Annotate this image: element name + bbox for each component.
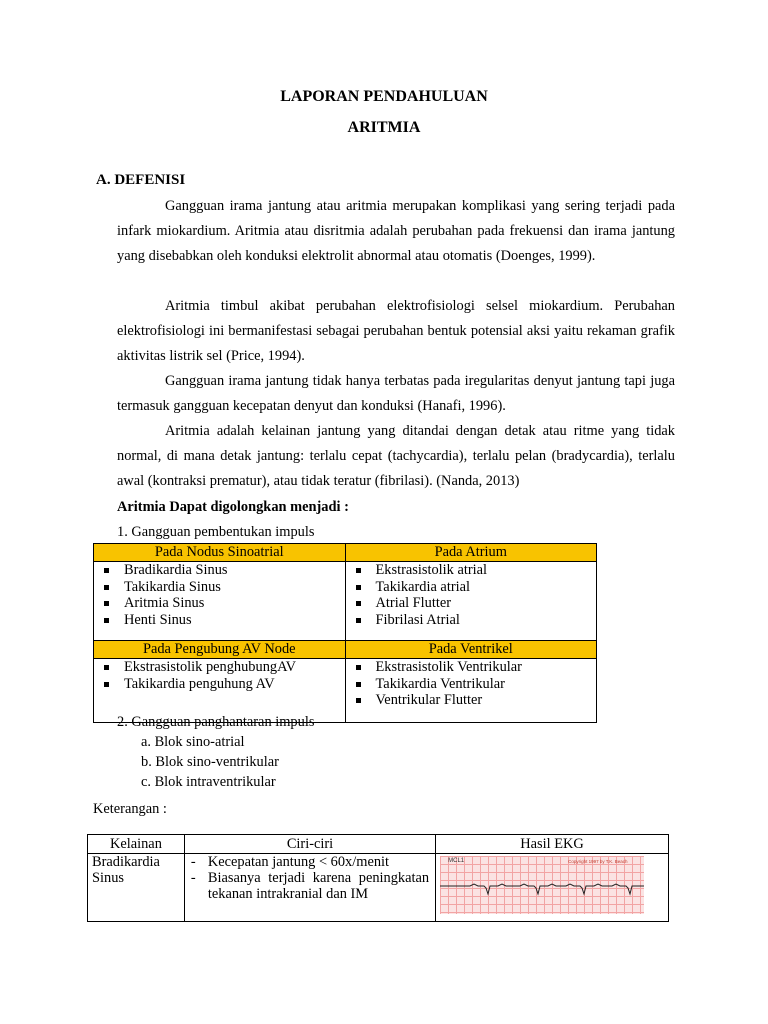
section-heading-definisi: A. DEFENISI — [96, 172, 186, 188]
cell-ventrikel — [345, 659, 596, 723]
list-item: Aritmia Sinus — [100, 595, 345, 612]
header-atrium: Pada Atrium — [345, 544, 596, 562]
keterangan-label: Keterangan : — [93, 801, 167, 817]
paragraph-3-text: Gangguan irama jantung tidak hanya terbatas pada iregularitas denyut jantung tapi juga termasuk gangguan kecepatan denyut dan konduksi (Hanafi, 1996). — [117, 373, 675, 414]
ekg-lead-label: MCL1 — [448, 858, 465, 864]
ekg-waveform — [440, 856, 644, 914]
sub-item-c: c. Blok intraventrikular — [141, 774, 276, 790]
list-item: Ekstrasistolik atrial — [352, 562, 596, 579]
classification-table — [93, 543, 597, 723]
header-ventrikel: Pada Ventrikel — [345, 641, 596, 659]
list-item: Bradikardia Sinus — [100, 562, 345, 579]
doc-subtitle: ARITMIA — [347, 119, 421, 136]
header-av-node: Pada Pengubung AV Node — [94, 641, 346, 659]
trait-item — [185, 854, 429, 870]
classification-heading: Aritmia Dapat digolongkan menjadi : — [117, 499, 349, 515]
dash-marker: - — [190, 854, 196, 870]
list-item: Takikardia Ventrikular — [352, 676, 596, 693]
trait-text: Kecepatan jantung < 60x/menit — [207, 854, 390, 870]
header-nodus-sinoatrial: Pada Nodus Sinoatrial — [94, 544, 346, 562]
list-item: Takikardia Sinus — [100, 579, 345, 596]
cell-atrium — [345, 562, 596, 641]
ekg-copyright: Copyright 1997 by T.K. Beach — [568, 859, 628, 864]
list-item: Ventrikular Flutter — [352, 692, 596, 709]
paragraph-4 — [117, 419, 675, 494]
ekg-table — [87, 834, 669, 922]
row-ekg — [436, 854, 669, 922]
list-item: Takikardia atrial — [352, 579, 596, 596]
list-item: Fibrilasi Atrial — [352, 612, 596, 629]
sub-item-b: b. Blok sino-ventrikular — [141, 754, 279, 770]
sub-item-a: a. Blok sino-atrial — [141, 734, 245, 750]
list-item: Takikardia penguhung AV — [100, 676, 345, 693]
list-item: Ekstrasistolik penghubungAV — [100, 659, 345, 676]
list-item: Henti Sinus — [100, 612, 345, 629]
trait-text: Biasanya terjadi karena peningkatan tekanan intrakranial dan IM — [207, 870, 430, 902]
row-ciri — [184, 854, 435, 922]
doc-title: LAPORAN PENDAHULUAN — [280, 88, 488, 105]
list-item: Atrial Flutter — [352, 595, 596, 612]
list-item-1: 1. Gangguan pembentukan impuls — [117, 524, 315, 540]
paragraph-2 — [117, 294, 675, 369]
list-item: Ekstrasistolik Ventrikular — [352, 659, 596, 676]
paragraph-2-text: Aritmia timbul akibat perubahan elektrofisiologi selsel miokardium. Perubahan elektrofisiologi ini bermanifestasi sebagai perubahan bentuk potensial aksi yaitu rekaman grafik aktivitas listrik sel (Price, 1994). — [117, 298, 675, 364]
col-header-ciri: Ciri-ciri — [184, 835, 435, 854]
paragraph-3 — [117, 369, 675, 419]
col-header-ekg: Hasil EKG — [436, 835, 669, 854]
cell-nodus-sinoatrial — [94, 562, 346, 641]
paragraph-1-text: Gangguan irama jantung atau aritmia merupakan komplikasi yang sering terjadi pada infark miokardium. Aritmia atau disritmia adalah perubahan pada frekuensi dan irama jantung yang disebabkan oleh konduksi elektrolit abnormal atau otomatis (Doenges, 1999). — [117, 198, 675, 264]
col-header-kelainan: Kelainan — [88, 835, 185, 854]
paragraph-1 — [117, 194, 675, 269]
trait-item — [185, 870, 429, 902]
list-item-2: 2. Gangguan panghantaran impuls — [117, 714, 315, 730]
paragraph-4-text: Aritmia adalah kelainan jantung yang ditandai dengan detak atau ritme yang tidak normal, di mana detak jantung: terlalu cepat (tachycardia), terlalu pelan (bradycardia), terlalu awal (kontraksi prematur), atau tidak teratur (fibrilasi). (Nanda, 2013) — [117, 423, 675, 489]
ekg-strip-image — [440, 856, 644, 914]
dash-marker: - — [190, 870, 196, 886]
row-kelainan: Bradikardia Sinus — [88, 854, 185, 922]
